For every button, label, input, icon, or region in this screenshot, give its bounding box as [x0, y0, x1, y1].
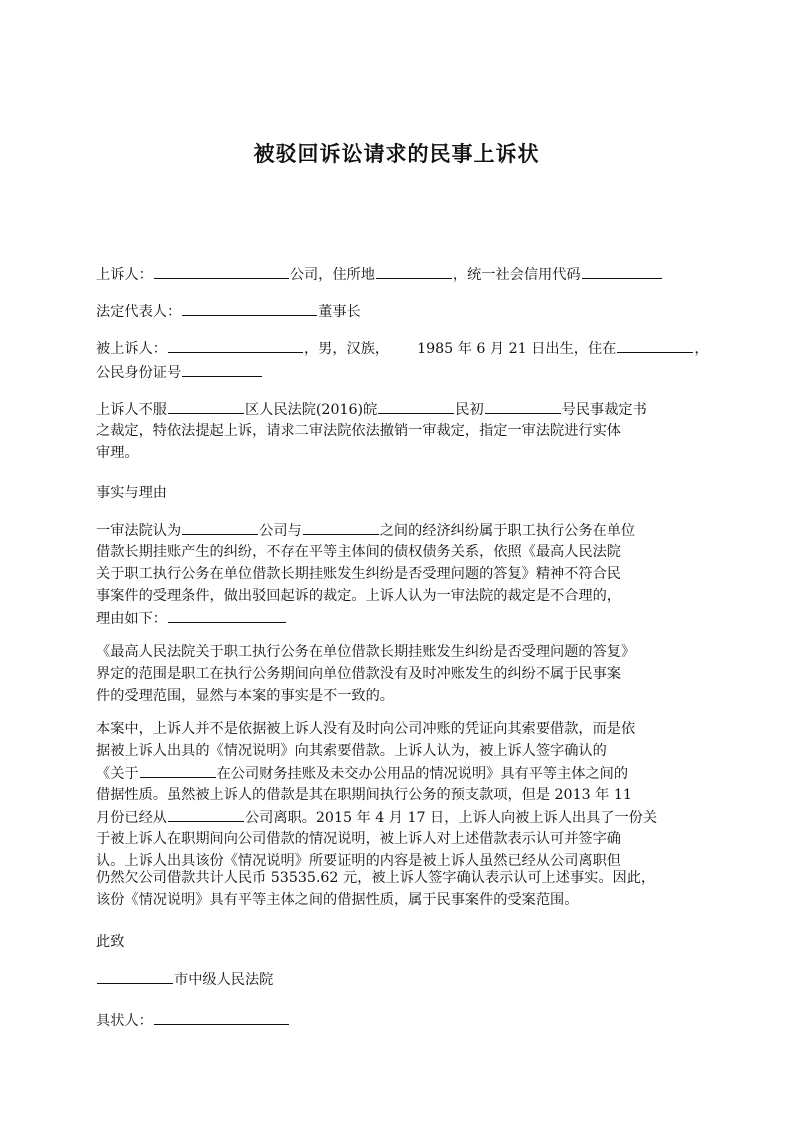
city-blank	[97, 969, 173, 984]
court-line: 市中级人民法院	[96, 969, 696, 991]
facts-heading: 事实与理由	[96, 485, 167, 501]
case-prefix-blank	[378, 399, 454, 414]
appeal-intro-line1: 上诉人不服 区人民法院(2016)皖 民初 号民事裁定书	[96, 399, 696, 421]
case-number-blank	[485, 399, 561, 414]
party-blank	[303, 520, 379, 535]
reason-blank	[168, 608, 286, 623]
legal-rep-line: 法定代表人： 董事长	[96, 301, 696, 323]
appellant-label: 上诉人：	[96, 267, 153, 283]
person-name-blank	[140, 763, 216, 778]
appellant-line: 上诉人： 公司，住所地 ，统一社会信用代码	[96, 264, 696, 286]
document-page: 被驳回诉讼请求的民事上诉状 上诉人： 公司，住所地 ，统一社会信用代码 法定代表人： 董事长 被上诉人： ，男，汉族， 1985 年 6 月 21 日出生，住在 ， 公民身份证号 上诉人不服 区人民法院(2016)皖 民初 号民事裁定书 之裁定，特依法提起上诉，请求二审法院依法撤销一审裁定，指定一审法院进行实体 审理。 事实与理由 一审法院认为 公司与 之间的经济纠纷属于职工执行公务在单位 借款长期挂账产生的纠纷，不存在平等主体间的债权债务关系，依照《最高人民法院 关于职工执行公务在单位借款长期挂账发生纠纷是否受理问题的答复》精神不符合民 事案件的受理条件，做出驳回起诉的裁定。上诉人认为一审法院的裁定是不合理的， 理由如下： 《最高人民法院关于职工执行公务在单位借款长期挂账发生纠纷是否受理问题的答复》 界定的范围是职工在执行公务期间向单位借款没有及时冲账发生的纠纷不属于民事案 件的受理范围，显然与本案的事实是不一致的。 本案中，上诉人并不是依据被上诉人没有及时向公司冲账的凭证向其索要借款，而是依 据被上诉人出具的《情况说明》向其索要借款。上诉人认为，被上诉人签字确认的 《关于 在公司财务挂账及未交办公用品的情况说明》具有平等主体之间的 借据性质。虽然被上诉人的借款是其在职期间执行公务的预支款项，但是 2013 年 11 月份已经从 公司离职。2015 年 4 月 17 日，上诉人向被上诉人出具了一份关 于被上诉人在职期间向公司借款的情况说明，被上诉人对上述借款表示认可并签字确 认。上诉人出具该份《情况说明》所要证明的内容是被上诉人虽然已经从公司离职但 仍然欠公司借款共计人民币 53535.62 元，被上诉人签字确认表示认可上述事实。因此， 该份《情况说明》具有平等主体之间的借据性质，属于民事案件的受案范围。 此致 市中级人民法院 具状人：	[0, 0, 793, 1122]
id-number-blank	[182, 362, 262, 377]
signer-blank	[154, 1010, 289, 1025]
former-company-blank	[168, 807, 244, 822]
address-blank	[376, 264, 452, 279]
para1-line1: 一审法院认为 公司与 之间的经济纠纷属于职工执行公务在单位	[96, 520, 696, 542]
para3-line3: 《关于 在公司财务挂账及未交办公用品的情况说明》具有平等主体之间的	[96, 763, 696, 785]
signer-line: 具状人：	[96, 1010, 696, 1032]
para1-line5: 理由如下：	[96, 608, 696, 630]
appellee-id-line: 公民身份证号	[96, 362, 696, 384]
appellee-address-blank	[617, 338, 693, 353]
credit-code-blank	[582, 264, 662, 279]
closing: 此致	[96, 934, 125, 950]
company-blank	[182, 520, 258, 535]
district-court-blank	[168, 399, 244, 414]
appellant-name-blank	[154, 264, 289, 279]
page-title: 被驳回诉讼请求的民事上诉状	[253, 142, 540, 166]
appellee-name-blank	[168, 338, 303, 353]
para3-line5: 月份已经从 公司离职。2015 年 4 月 17 日，上诉人向被上诉人出具了一份关	[96, 807, 696, 829]
legal-rep-blank	[182, 301, 317, 316]
appellee-line: 被上诉人： ，男，汉族， 1985 年 6 月 21 日出生，住在 ，	[96, 338, 696, 360]
